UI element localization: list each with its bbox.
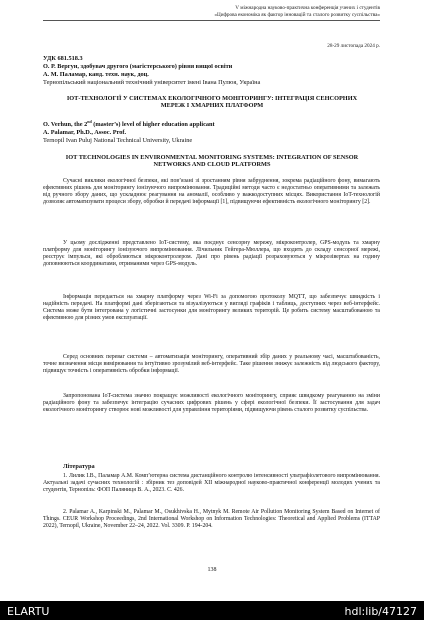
author-en-1-superscript: nd [87, 118, 92, 124]
conference-header-line2: «Цифрова економіка як фактор інновацій та сталого розвитку суспільства» [214, 12, 380, 18]
page-number: 138 [207, 567, 217, 573]
paragraph-3: Інформація передається на хмарну платформу через Wi-Fi за допомогою протоколу MQTT, що забезпечує швидкість і надійність передачі. На платформі дані зберігаються та візуалізуються у вигляді графіків і таблиць, доступних через веб-інтерфейс. Система може бути інтегрована у логістичні застосунки для моніторингу великих територій. Це робить систему масштабованою та ефективною для різних умов експлуатації. [43, 294, 380, 322]
paragraph-2: У цьому дослідженні представлено IoT-систему, яка поєднує сенсорну мережу, мікроконтролер, GPS-модуль та хмарну платформу для моніторингу іонізуючого випромінювання. Лічильник Гейгера-Мюллера, що входить до складу сенсорної мережі, реєструє імпульси, які обробляються мікроконтролером. Дані про рівень радіації розраховуються у мікрозівертах на годину доповнюються координатами, отриманими через GPS-модуль. [43, 240, 380, 268]
affiliation-en: Ternopil Ivan Puluj National Technical University, Ukraine [43, 137, 193, 144]
author-ua-1: О. Р. Вергун, здобувач другого (магістерського) рівня вищої освіти [43, 63, 233, 70]
title-en: IOT TECHNOLOGIES IN ENVIRONMENTAL MONITORING SYSTEMS: INTEGRATION OF SENSOR NETWORKS AND CLOUD PLATFORMS [65, 154, 359, 169]
author-en-2: A. Palamar, Ph.D., Assoc. Prof. [43, 129, 127, 136]
paragraph-4: Серед основних переваг системи – автоматизація моніторингу, оперативний збір даних у реальному часі, масштабованість, точне визначення місця вимірювання та інтуїтивно зрозумілий веб-інтерфейс. Таке рішення знижує залежність від людського фактору, підвищує точність і оперативність обробки інформації. [43, 354, 380, 375]
references-heading: Література [63, 463, 95, 470]
conference-date: 28-29 листопада 2024 р. [327, 43, 380, 49]
reference-2: 2. Palamar A., Karpinski M., Palamar M., Osukhivska H., Mytnyk M. Remote Air Pollution Monitoring System Based on Internet of Things. CEUR Workshop Proceedings, 2nd International Workshop on Information Technologies: Theoretical and Applied Problems (ITTAP 2022), Ternopil, Ukraine, November 22–24, 2022. Vol. 3309. P. 194-204. [43, 509, 380, 530]
paragraph-1: Сучасні виклики екологічної безпеки, які пов’язані зі зростанням рівня забруднення, зокрема радіаційного фону, вимагають ефективних рішень для моніторингу іонізуючого випромінювання. Традиційні методи часто є недостатньо оперативними та залежать від ручного збору даних, що ускладнює реагування на аномалії, особливо у важкодоступних місцях. Використання IoT-технологій дозволяє автоматизувати процеси збору, обробки й передачі інформації [1], підвищуючи ефективність екологічного моніторингу [2]. [43, 178, 380, 206]
author-ua-2: А. М. Паламар, канд. техн. наук, доц. [43, 71, 149, 78]
repository-footer-bar [0, 601, 424, 620]
title-ua: ІОТ-ТЕХНОЛОГІЇ У СИСТЕМАХ ЕКОЛОГІЧНОГО МОНІТОРИНГУ: ІНТЕГРАЦІЯ СЕНСОРНИХ МЕРЕЖ І ХМАРНИХ ПЛАТФОРМ [66, 95, 358, 110]
handle-link[interactable]: hdl:lib/47127 [344, 605, 417, 618]
paragraph-5: Запропонована IoT-система значно покращує можливості екологічного моніторингу, сприяє швидкому реагуванню на зміни радіаційного фону та забезпечує інтеграцію сучасних цифрових рішень у сфері екологічної безпеки. Її застосування для задач екологічного моніторингу створює нові можливості для управління територіями, підвищуючи рівень сталого розвитку суспільства. [43, 393, 380, 414]
repository-name: ELARTU [7, 605, 50, 618]
header-divider [43, 20, 380, 21]
udc-code: УДК 681.518.3 [43, 55, 83, 62]
author-en-1 [43, 118, 380, 128]
author-en-1-degree: (master’s) level of higher education applicant [91, 121, 215, 128]
affiliation-ua: Тернопільський національний технічний університет імені Івана Пулюя, Україна [43, 79, 261, 86]
author-en-1-name: O. Verhun, the 2 [43, 121, 88, 128]
conference-header-line1: V міжнародна науково-практична конференція учених і студентів [235, 5, 380, 11]
reference-1: 1. Лилик І.В., Паламар А.М. Комп’ютерна система дистанційного контролю інтенсивності ультрафіолетового випромінювання. Актуальні задачі сучасних технологій : збірник тез доповідей XII міжнародної науково-практичної конференції молодих учених та студентів, Тернопіль: ФОП Паляниця В. А., 2023. С. 426. [43, 473, 380, 494]
